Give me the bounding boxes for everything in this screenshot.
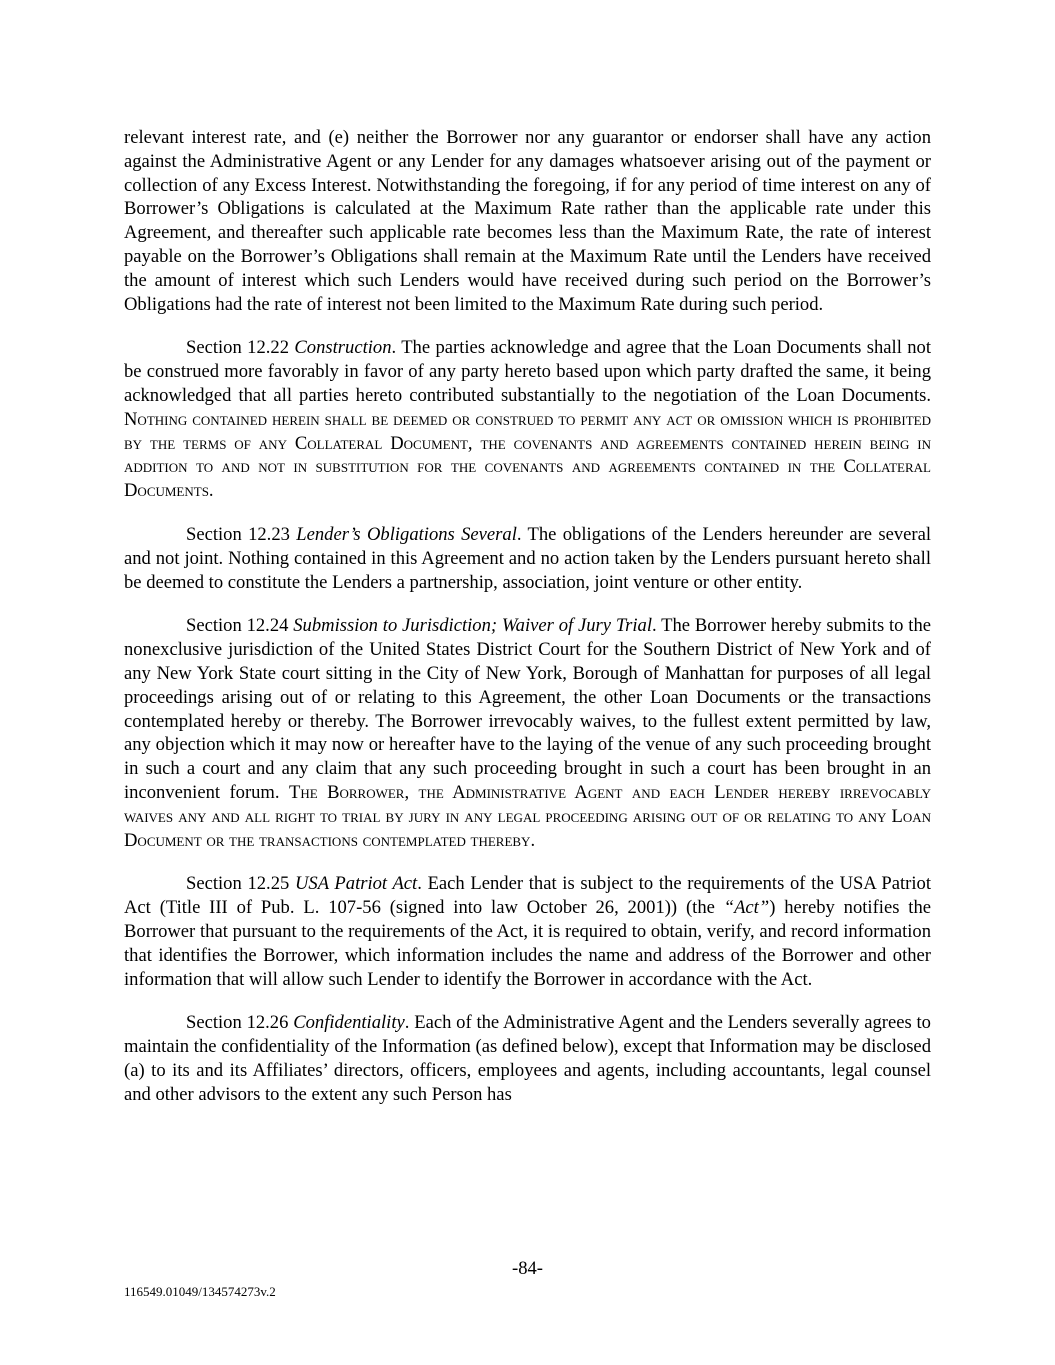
section-number: Section 12.26 (186, 1012, 289, 1034)
document-page (124, 126, 931, 1126)
section-body: The parties acknowledge and agree that the Loan Documents shall not be construed more favorably in favor of any party hereto based upon which party drafted the same, it being acknowledged that all parties hereto contributed substantially to the negotiation of the Loan Documents. (124, 337, 932, 406)
section-title: Construction (294, 337, 392, 359)
section-title: Lender’s Obligations Several (296, 523, 517, 545)
section-caps-text: The Borrower, the Administrative Agent and each Lender hereby irrevocably waives any and all right to trial by jury in any legal proceeding arising out of or relating to any Loan Document or the transactions contemplated thereby. (124, 781, 931, 851)
section-number: Section 12.22 (186, 337, 289, 359)
section-caps-text: Nothing contained herein shall be deemed or construed to permit any act or omission which is prohibited by the terms of any Collateral Document, the covenants and agreements contained herein being in addition to and not in substitution for the covenants and agreements contained in the Collateral Documents. (124, 408, 931, 502)
section-title: Confidentiality (293, 1012, 405, 1034)
section-12-25: Section 12.25 USA Patriot Act. Each Lender that is subject to the requirements of the USA Patriot Act (Title III of Pub. L. 107-56 (signed into law October 26, 2001)) (the “Act”) hereby notifies the Borrower that pursuant to the requirements of the Act, it is required to obtain, verify, and record information that identifies the Borrower, which information includes the name and address of the Borrower and other information that will allow such Lender to identify the Borrower in accordance with the Act. (124, 873, 932, 990)
paragraph-continuation: relevant interest rate, and (e) neither the Borrower nor any guarantor or endorser shall have any action against the Administrative Agent or any Lender for any damages whatsoever arising out of the payment or collection of any Excess Interest. Notwithstanding the foregoing, if for any period of time interest on any of Borrower’s Obligations is calculated at the Maximum Rate rather than the applicable rate under this Agreement, and thereafter such applicable rate becomes less than the Maximum Rate, the rate of interest payable on the Borrower’s Obligations shall remain at the Maximum Rate until the Lenders have received the amount of interest which such Lenders would have received during such period on the Borrower’s Obligations had the rate of interest not been limited to the Maximum Rate during such period. (124, 127, 931, 315)
section-body: The obligations of the Lenders hereunder are several and not joint. Nothing contained in this Agreement and no action taken by the Lenders pursuant hereto shall be deemed to constitute the Lenders a partnership, association, joint venture or other entity. (124, 523, 932, 593)
section-body: The Borrower hereby submits to the nonexclusive jurisdiction of the United States District Court for the Southern District of New York and of any New York State court sitting in the City of New York, Borough of Manhattan for purposes of all legal proceedings arising out of or relating to this Agreement, the other Loan Documents or the transactions contemplated hereby or thereby. The Borrower irrevocably waives, to the fullest extent permitted by law, any objection which it may now or hereafter have to the laying of the venue of any such proceeding brought in such a court and any claim that any such proceeding brought in such a court has been brought in an inconvenient forum. (124, 615, 931, 803)
defined-term: “Act” (723, 897, 770, 919)
section-12-24: Section 12.24 Submission to Jurisdiction; Waiver of Jury Trial. The Borrower hereby submits to the nonexclusive jurisdiction of the United States District Court for the Southern District of New York and of any New York State court sitting in the City of New York, Borough of Manhattan for purposes of all legal proceedings arising out of or relating to this Agreement, the other Loan Documents or the transactions contemplated hereby or thereby. The Borrower irrevocably waives, to the fullest extent permitted by law, any objection which it may now or hereafter have to the laying of the venue of any such proceeding brought in such a court and any claim that any such proceeding brought in such a court has been brought in an inconvenient forum. The Borrower, the Administrative Agent and each Lender hereby irrevocably waives any and all right to trial by jury in any legal proceeding arising out of or relating to any Loan Document or the transactions contemplated thereby. (124, 615, 931, 851)
section-number: Section 12.25 (186, 873, 290, 895)
section-number: Section 12.24 (186, 615, 289, 637)
section-12-23: Section 12.23 Lender’s Obligations Several. The obligations of the Lenders hereunder are several and not joint. Nothing contained in this Agreement and no action taken by the Lenders pursuant hereto shall be deemed to constitute the Lenders a partnership, association, joint venture or other entity. (124, 523, 932, 593)
section-title: USA Patriot Act (294, 873, 418, 895)
page-number: -84- (512, 1258, 543, 1279)
section-12-22: Section 12.22 Construction. The parties acknowledge and agree that the Loan Documents shall not be construed more favorably in favor of any party hereto based upon which party drafted the same, it being acknowledged that all parties hereto contributed substantially to the negotiation of the Loan Documents. Nothing contained herein shall be deemed or construed to permit any act or omission which is prohibited by the terms of any Collateral Document, the covenants and agreements contained herein being in addition to and not in substitution for the covenants and agreements contained in the Collateral Documents. (124, 337, 932, 502)
section-body: Each Lender that is subject to the requirements of the USA Patriot Act (Title III of Pub. L. 107-56 (signed into law October 26, 2001)) (the (124, 873, 932, 919)
section-body-continued: ) hereby notifies the Borrower that pursuant to the requirements of the Act, it is required to obtain, verify, and record information that identifies the Borrower, which information includes the name and address of the Borrower and other information that will allow such Lender to identify the Borrower in accordance with the Act. (124, 897, 931, 990)
section-body: Each of the Administrative Agent and the Lenders severally agrees to maintain the confidentiality of the Information (as defined below), except that Information may be disclosed (a) to its and its Affiliates’ directors, officers, employees and agents, including accountants, legal counsel and other advisors to the extent any such Person has (124, 1012, 931, 1105)
section-number: Section 12.23 (186, 523, 290, 545)
document-id: 116549.01049/134574273v.2 (124, 1284, 276, 1299)
section-title: Submission to Jurisdiction; Waiver of Jury Trial (293, 615, 652, 637)
section-12-26: Section 12.26 Confidentiality. Each of the Administrative Agent and the Lenders severally agrees to maintain the confidentiality of the Information (as defined below), except that Information may be disclosed (a) to its and its Affiliates’ directors, officers, employees and agents, including accountants, legal counsel and other advisors to the extent any such Person has (124, 1012, 931, 1105)
